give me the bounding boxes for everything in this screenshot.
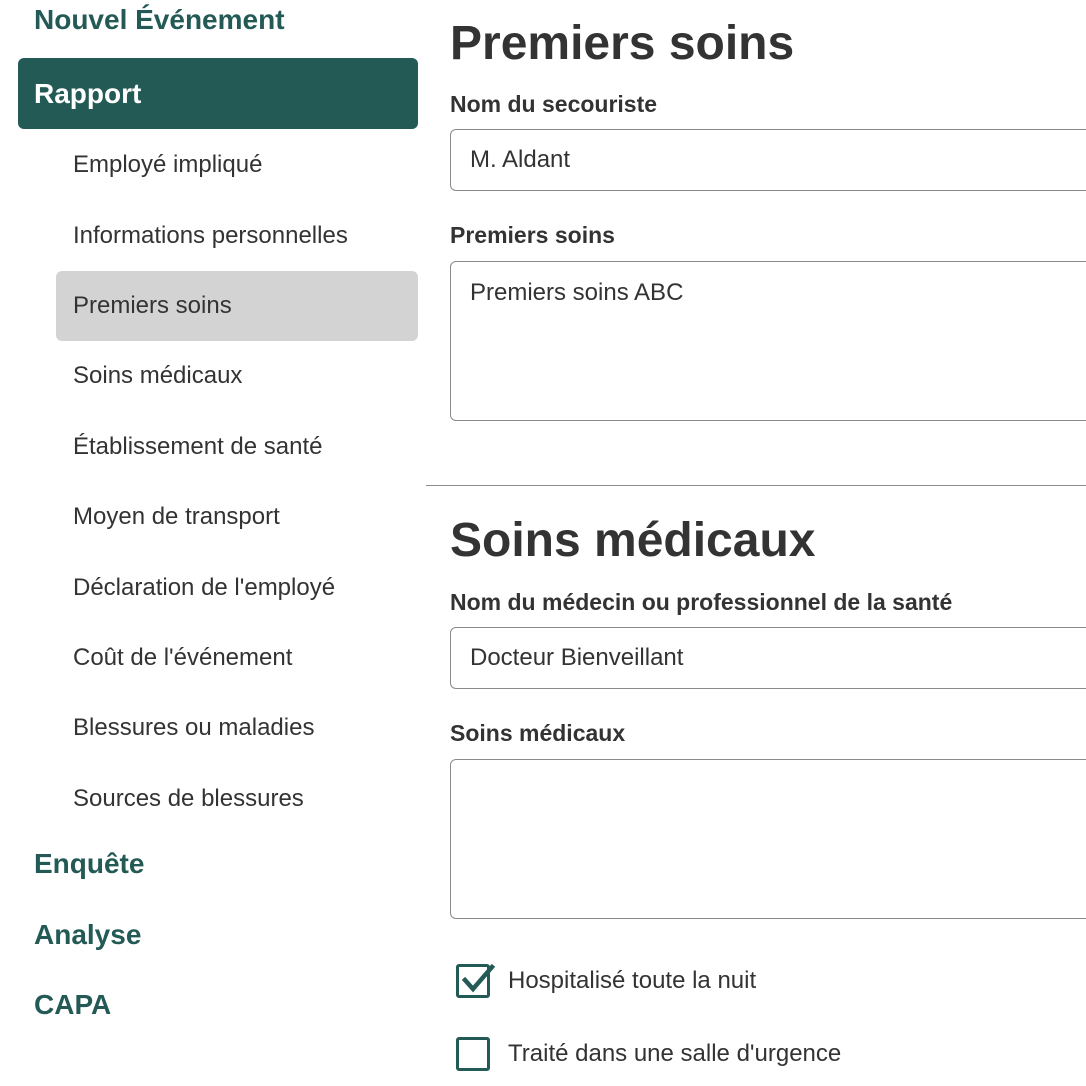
emergency-room-checkbox[interactable] bbox=[456, 1037, 490, 1071]
sidebar-item-injuries[interactable]: Blessures ou maladies bbox=[73, 714, 315, 742]
checkbox-row-emergency-room[interactable] bbox=[456, 1037, 841, 1071]
nav-capa[interactable]: CAPA bbox=[34, 989, 112, 1020]
doctor-name-label: Nom du médecin ou professionnel de la santé bbox=[450, 589, 953, 615]
first-aider-name-input[interactable] bbox=[450, 129, 1086, 191]
hospitalized-checkbox-checked[interactable] bbox=[456, 964, 490, 998]
first-aid-care-label: Premiers soins bbox=[450, 222, 615, 248]
first-aid-title: Premiers soins bbox=[450, 17, 795, 70]
main-content bbox=[426, 0, 1086, 1086]
sidebar-item-health-facility[interactable]: Établissement de santé bbox=[73, 432, 323, 460]
checkbox-row-hospitalized[interactable] bbox=[456, 964, 756, 998]
nav-new-event[interactable]: Nouvel Événement bbox=[34, 4, 285, 35]
hospitalized-label: Hospitalisé toute la nuit bbox=[508, 967, 757, 994]
emergency-room-label: Traité dans une salle d'urgence bbox=[508, 1040, 842, 1067]
section-divider bbox=[426, 485, 1086, 486]
doctor-name-input[interactable] bbox=[450, 627, 1086, 689]
medical-care-title: Soins médicaux bbox=[450, 514, 816, 567]
medical-care-label: Soins médicaux bbox=[450, 720, 626, 746]
sidebar-nav bbox=[0, 0, 426, 1086]
sidebar-item-injury-sources[interactable]: Sources de blessures bbox=[73, 784, 304, 812]
nav-investigation[interactable]: Enquête bbox=[34, 848, 145, 879]
medical-care-textarea[interactable] bbox=[450, 759, 1086, 919]
nav-report-active[interactable]: Rapport bbox=[18, 58, 418, 129]
nav-analysis[interactable]: Analyse bbox=[34, 919, 142, 950]
sidebar-item-event-cost[interactable]: Coût de l'événement bbox=[73, 643, 293, 671]
sidebar-item-employee-involved[interactable]: Employé impliqué bbox=[73, 151, 263, 179]
sidebar-item-first-aid[interactable]: Premiers soins bbox=[56, 271, 418, 341]
first-aid-care-textarea[interactable] bbox=[450, 261, 1086, 421]
sidebar-item-medical-care[interactable]: Soins médicaux bbox=[73, 362, 243, 390]
sidebar-item-personal-info[interactable]: Informations personnelles bbox=[73, 221, 348, 249]
sidebar-item-transport[interactable]: Moyen de transport bbox=[73, 503, 280, 531]
first-aider-name-label: Nom du secouriste bbox=[450, 91, 658, 117]
report-subsection-list bbox=[56, 130, 418, 834]
checkmark-icon bbox=[457, 958, 499, 1000]
sidebar-item-employee-statement[interactable]: Déclaration de l'employé bbox=[73, 573, 336, 601]
